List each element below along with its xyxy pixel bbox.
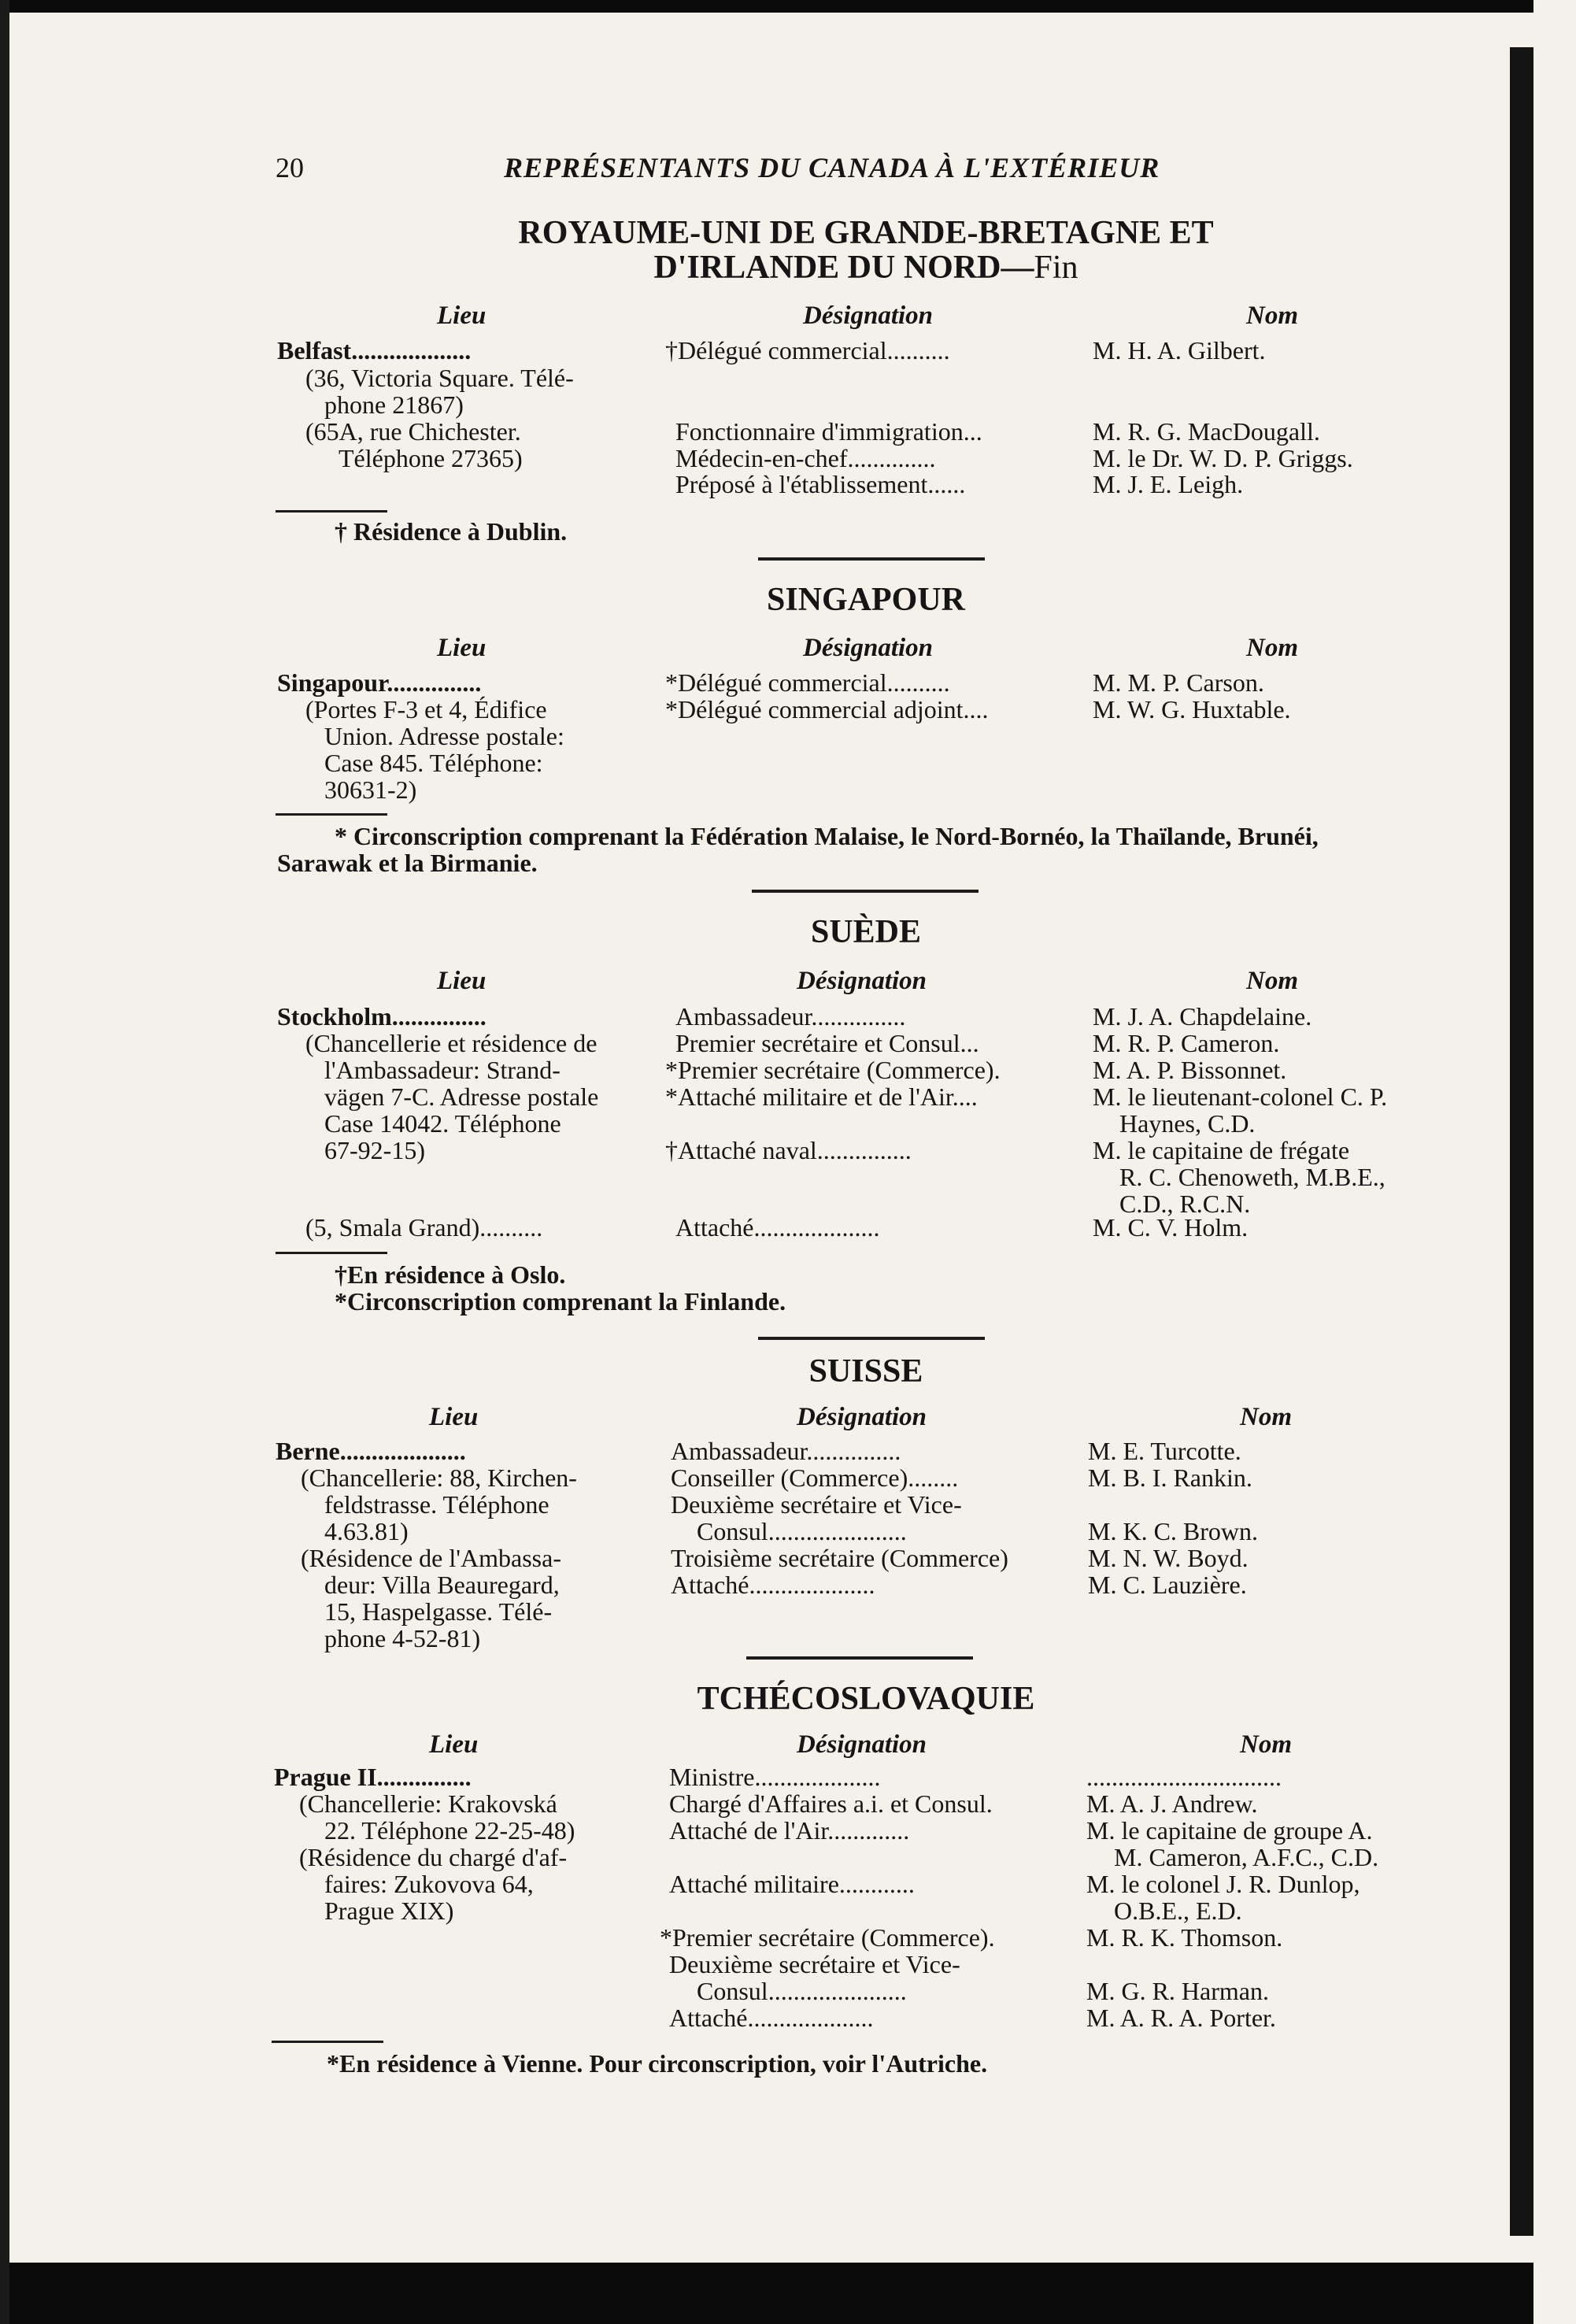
designation-entry: †Attaché naval............... [665, 1136, 912, 1164]
designation-entry: Premier secrétaire et Consul... [675, 1029, 979, 1057]
section-title: SINGAPOUR [766, 582, 966, 618]
nom-entry: M. K. C. Brown. [1088, 1517, 1259, 1545]
column-header-designation: Désignation [797, 1403, 927, 1431]
designation-line: Deuxième secrétaire et Vice- [671, 1490, 962, 1519]
lieu-line: (65A, rue Chichester. [305, 417, 521, 446]
nom-line: M. G. R. Harman. [1086, 1977, 1269, 2005]
page-header [276, 151, 1456, 195]
nom-line: M. le colonel J. R. Dunlop, [1086, 1870, 1360, 1898]
section-title: TCHÉCOSLOVAQUIE [697, 1681, 1035, 1717]
footnote-rule [272, 2041, 383, 2043]
designation-line: Consul...................... [697, 1517, 907, 1545]
scan-border-left [0, 0, 9, 2324]
lieu-line: 4.63.81) [324, 1517, 409, 1545]
column-header-lieu: Lieu [437, 634, 486, 662]
footnote: †En résidence à Oslo. [335, 1260, 566, 1289]
section-title: SUISSE [808, 1353, 923, 1390]
lieu-line: (Résidence du chargé d'af- [299, 1843, 568, 1871]
nom-line: M. A. P. Bissonnet. [1093, 1056, 1287, 1084]
lieu-line: Belfast................... [277, 336, 472, 365]
lieu-line: Case 845. Téléphone: [324, 749, 543, 777]
lieu-line: deur: Villa Beauregard, [324, 1571, 560, 1599]
nom-line: M. R. P. Cameron. [1093, 1029, 1280, 1057]
column-header-lieu: Lieu [437, 967, 486, 995]
nom-entry: M. E. Turcotte. [1088, 1437, 1241, 1465]
lieu-line: Case 14042. Téléphone [324, 1109, 561, 1138]
designation-line: Chargé d'Affaires a.i. et Consul. [669, 1789, 993, 1818]
lieu-line: (5, Smala Grand).......... [305, 1213, 543, 1242]
designation-line: Attaché militaire............ [669, 1870, 915, 1898]
column-header-lieu: Lieu [429, 1403, 479, 1431]
lieu-line: Prague XIX) [324, 1897, 454, 1925]
designation-entry: Ambassadeur............... [675, 1002, 906, 1031]
page-number: 20 [276, 152, 304, 183]
column-header-nom: Nom [1240, 1730, 1292, 1759]
lieu-line: 30631-2) [324, 775, 417, 804]
designation-entry: *Attaché militaire et de l'Air.... [665, 1082, 978, 1111]
lieu-line: faires: Zukovova 64, [324, 1870, 534, 1898]
designation-line: *Premier secrétaire (Commerce). [660, 1923, 995, 1952]
designation-line: Deuxième secrétaire et Vice- [669, 1950, 960, 1978]
column-header-nom: Nom [1246, 302, 1298, 330]
nom-line: M. R. K. Thomson. [1086, 1923, 1283, 1952]
lieu-line: 15, Haspelgasse. Télé- [324, 1597, 553, 1626]
nom-entry: M. R. G. MacDougall. [1093, 417, 1320, 446]
designation-line: Ministre.................... [669, 1763, 881, 1791]
designation-entry: *Délégué commercial adjoint.... [665, 695, 989, 723]
footnote: † Résidence à Dublin. [335, 517, 568, 546]
nom-entry: M. B. I. Rankin. [1088, 1464, 1252, 1492]
section-divider [746, 1656, 973, 1660]
column-header-designation: Désignation [803, 302, 934, 330]
column-header-designation: Désignation [803, 634, 934, 662]
footnote-rule [276, 813, 387, 816]
section-divider [752, 890, 979, 893]
lieu-line: vägen 7-C. Adresse postale [324, 1082, 599, 1111]
nom-entry: M. M. P. Carson. [1093, 668, 1264, 697]
nom-line: M. C. V. Holm. [1093, 1213, 1249, 1242]
nom-line: O.B.E., E.D. [1114, 1897, 1242, 1925]
nom-entry: M. H. A. Gilbert. [1093, 336, 1266, 365]
column-header-nom: Nom [1240, 1403, 1292, 1431]
lieu-line: Téléphone 27365) [339, 444, 523, 472]
section-title: SUÈDE [810, 914, 922, 950]
nom-line: Haynes, C.D. [1119, 1109, 1256, 1138]
lieu-line: Berne.................... [276, 1437, 466, 1465]
nom-line: M. A. J. Andrew. [1086, 1789, 1258, 1818]
lieu-line: (Chancellerie: 88, Kirchen- [301, 1464, 577, 1492]
designation-line: Troisième secrétaire (Commerce) [671, 1544, 1008, 1572]
designation-line: Consul...................... [697, 1977, 907, 2005]
column-header-nom: Nom [1246, 967, 1298, 995]
footnote: *Circonscription comprenant la Finlande. [335, 1287, 786, 1316]
nom-line: C.D., R.C.N. [1119, 1190, 1251, 1218]
designation-entry: Médecin-en-chef.............. [675, 444, 936, 472]
section-title: ROYAUME-UNI DE GRANDE-BRETAGNE ET [518, 215, 1214, 251]
nom-line: M. le capitaine de frégate [1093, 1136, 1350, 1164]
lieu-line: (Chancellerie et résidence de [305, 1029, 597, 1057]
section-divider [758, 557, 985, 561]
footnote: *En résidence à Vienne. Pour circonscription, voir l'Autriche. [327, 2049, 988, 2078]
lieu-line: Union. Adresse postale: [324, 722, 564, 750]
lieu-line: 22. Téléphone 22-25-48) [324, 1816, 575, 1845]
lieu-line: Prague II............... [274, 1763, 472, 1791]
nom-line: R. C. Chenoweth, M.B.E., [1119, 1163, 1385, 1191]
scan-border-bottom [0, 2263, 1576, 2324]
nom-line: M. le capitaine de groupe A. [1086, 1816, 1373, 1845]
nom-entry: M. W. G. Huxtable. [1093, 695, 1291, 723]
footnote: * Circonscription comprenant la Fédération Malaise, le Nord-Bornéo, la Thaïlande, Brunéi, [335, 822, 1319, 850]
designation-line: Ambassadeur............... [671, 1437, 901, 1465]
designation-entry: Préposé à l'établissement...... [675, 470, 966, 498]
column-header-designation: Désignation [797, 967, 927, 995]
lieu-line: feldstrasse. Téléphone [324, 1490, 549, 1519]
footnote: Sarawak et la Birmanie. [277, 849, 538, 877]
nom-line: M. J. A. Chapdelaine. [1093, 1002, 1312, 1031]
scan-border-right [1510, 47, 1533, 2236]
designation-entry: *Délégué commercial.......... [665, 668, 950, 697]
column-header-nom: Nom [1246, 634, 1298, 662]
running-title: REPRÉSENTANTS DU CANADA À L'EXTÉRIEUR [504, 152, 1160, 183]
designation-line: Attaché.................... [671, 1571, 875, 1599]
column-header-designation: Désignation [797, 1730, 927, 1759]
lieu-line: phone 21867) [324, 390, 464, 419]
designation-line: Attaché de l'Air............. [669, 1816, 910, 1845]
column-header-lieu: Lieu [429, 1730, 479, 1759]
lieu-line: Singapour............... [277, 668, 482, 697]
lieu-line: (Chancellerie: Krakovská [299, 1789, 557, 1818]
designation-entry: *Premier secrétaire (Commerce). [665, 1056, 1001, 1084]
nom-line: M. le lieutenant-colonel C. P. [1093, 1082, 1388, 1111]
column-header-lieu: Lieu [437, 302, 486, 330]
lieu-line: l'Ambassadeur: Strand- [324, 1056, 560, 1084]
title-fin: Fin [1034, 250, 1078, 286]
nom-entry: M. C. Lauzière. [1088, 1571, 1247, 1599]
nom-line: M. Cameron, A.F.C., C.D. [1114, 1843, 1379, 1871]
lieu-line: (Portes F-3 et 4, Édifice [305, 695, 547, 723]
lieu-line: Stockholm............... [277, 1002, 486, 1031]
nom-entry: M. J. E. Leigh. [1093, 470, 1244, 498]
designation-line: Conseiller (Commerce)........ [671, 1464, 959, 1492]
footnote-rule [276, 510, 387, 513]
lieu-line: (36, Victoria Square. Télé- [305, 364, 574, 392]
designation-entry: Fonctionnaire d'immigration... [675, 417, 982, 446]
nom-line: ............................... [1086, 1763, 1282, 1791]
lieu-line: (Résidence de l'Ambassa- [301, 1544, 561, 1572]
footnote-rule [276, 1252, 387, 1254]
nom-entry: M. N. W. Boyd. [1088, 1544, 1249, 1572]
nom-entry: M. le Dr. W. D. P. Griggs. [1093, 444, 1353, 472]
lieu-line: 67-92-15) [324, 1136, 425, 1164]
section-title-continued: D'IRLANDE DU NORD—Fin [653, 250, 1078, 286]
scan-margin-right [1533, 0, 1576, 2324]
scan-border-top [0, 0, 1576, 13]
nom-line: M. A. R. A. Porter. [1086, 2004, 1276, 2032]
lieu-line: phone 4-52-81) [324, 1624, 481, 1652]
designation-line: Attaché.................... [669, 2004, 874, 2032]
designation-entry: Attaché.................... [675, 1213, 880, 1242]
designation-entry: †Délégué commercial.......... [665, 336, 950, 365]
section-divider [758, 1337, 985, 1340]
